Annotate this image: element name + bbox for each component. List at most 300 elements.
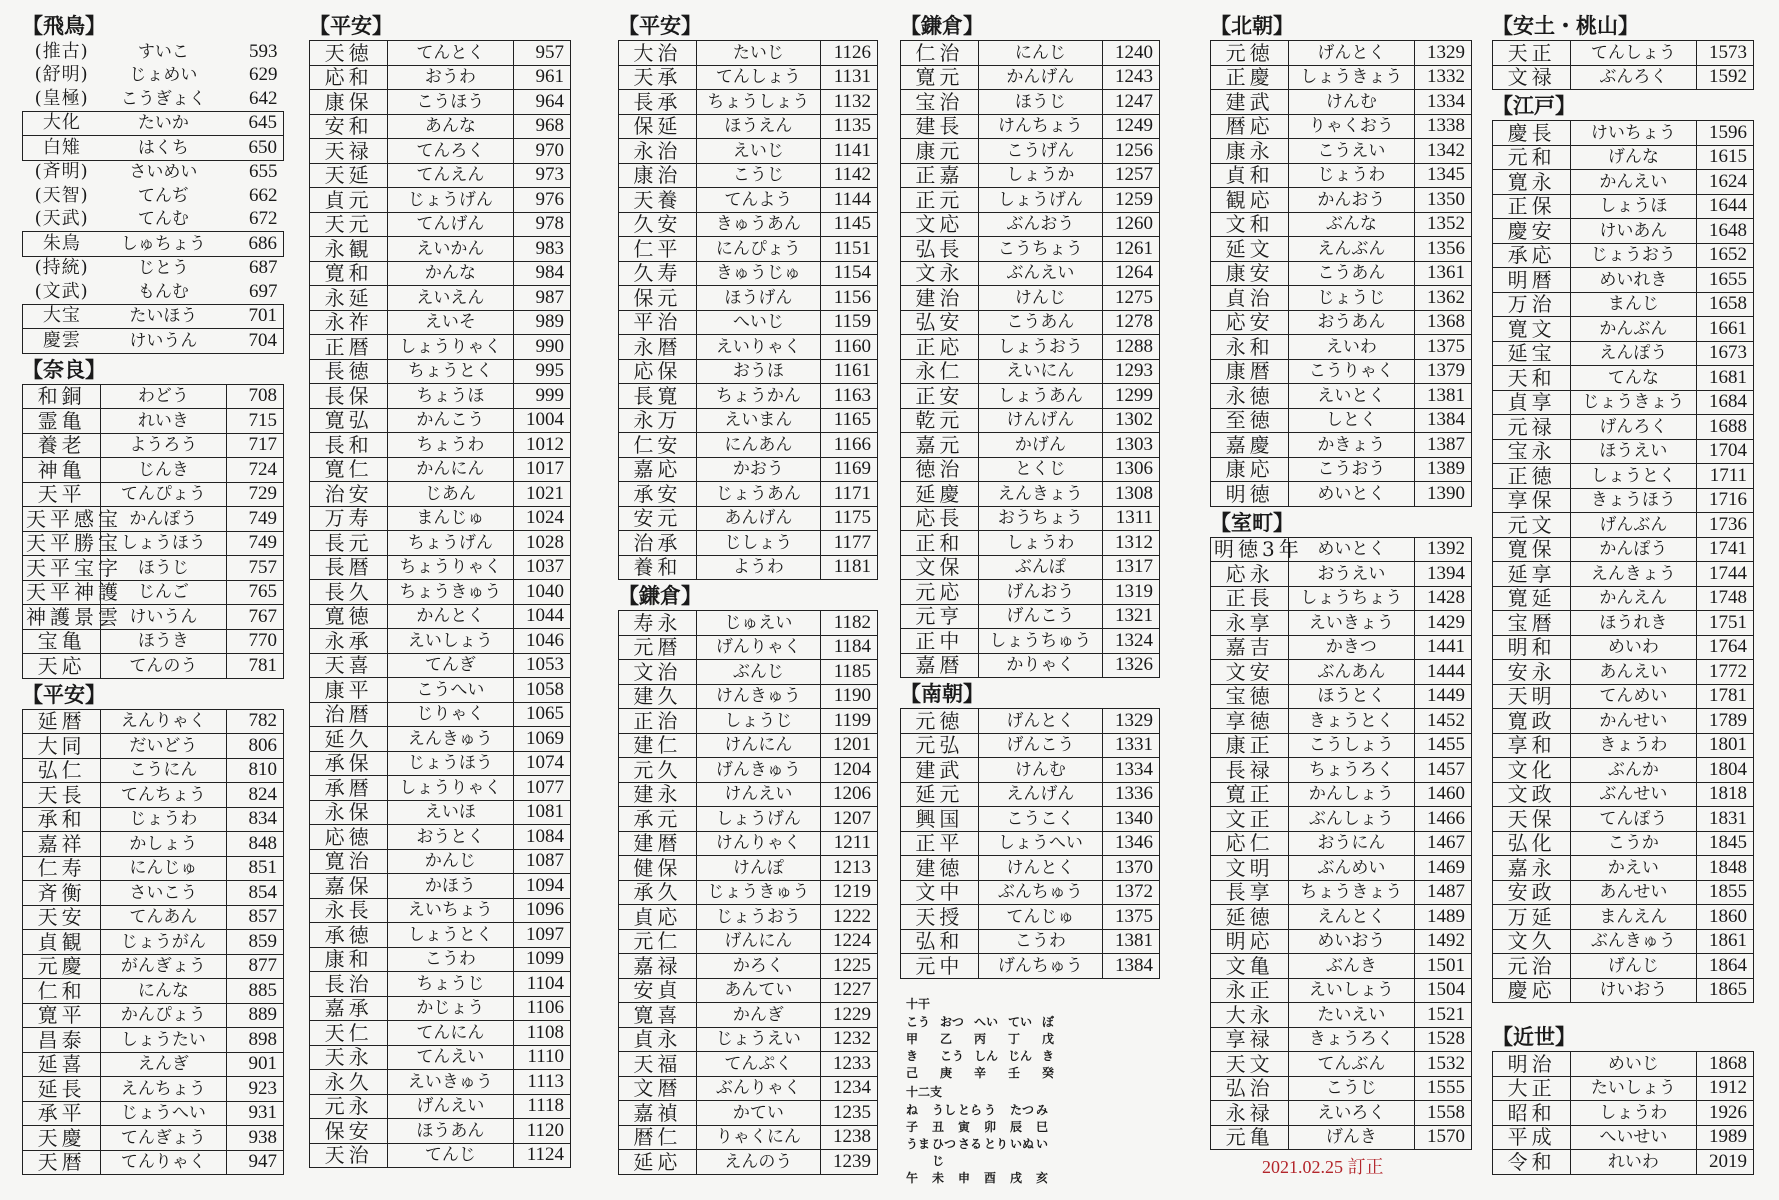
junishi-title: 十二支 <box>906 1085 943 1099</box>
era-name: 宝永 <box>1493 439 1571 464</box>
era-row <box>619 684 878 709</box>
era-year: 1528 <box>1414 1027 1471 1052</box>
jikkan-char: 壬 <box>1008 1066 1021 1080</box>
era-year: 1864 <box>1696 954 1753 979</box>
era-year: 1345 <box>1414 163 1471 188</box>
era-row <box>619 188 878 213</box>
era-reading: ちょうりゃく <box>388 555 513 580</box>
era-reading: しょうほう <box>101 531 226 556</box>
era-name: 寛正 <box>1211 782 1289 807</box>
era-reading: ぶんしょう <box>1289 807 1414 832</box>
era-reading: こうじ <box>1289 1076 1414 1101</box>
era-reading: ぶんな <box>1289 212 1414 237</box>
era-year: 767 <box>226 605 283 630</box>
era-year: 901 <box>226 1052 283 1077</box>
era-name: (皇極) <box>34 87 89 109</box>
era-row <box>23 709 284 734</box>
era-year: 1368 <box>1414 310 1471 335</box>
jikkan-char: 庚 <box>940 1066 953 1080</box>
era-reading: こうりゃく <box>1289 359 1414 384</box>
era-row <box>310 286 571 311</box>
era-row <box>901 310 1160 335</box>
era-row <box>1211 684 1472 709</box>
era-row <box>1493 268 1754 293</box>
era-year: 1384 <box>1414 408 1471 433</box>
era-section-title: 【鎌倉】 <box>618 584 702 608</box>
era-year: 1040 <box>513 580 570 605</box>
era-row <box>901 90 1160 115</box>
era-reading: へいせい <box>1571 1125 1696 1150</box>
era-row <box>23 605 284 630</box>
era-reading: ちょうろく <box>1289 758 1414 783</box>
era-name: 寛和 <box>310 261 388 286</box>
era-row <box>310 653 571 678</box>
era-year: 1818 <box>1696 782 1753 807</box>
era-row <box>1211 384 1472 409</box>
era-row <box>310 727 571 752</box>
era-reading: かんしょう <box>1289 782 1414 807</box>
era-year: 931 <box>226 1101 283 1126</box>
era-reading: こうぎょく <box>120 88 206 109</box>
era-name: 延徳 <box>1211 905 1289 930</box>
era-name: 天元 <box>310 212 388 237</box>
jikkan-reading: へい <box>974 1015 999 1029</box>
era-row <box>310 506 571 531</box>
era-row <box>1493 684 1754 709</box>
era-year: 1652 <box>1696 243 1753 268</box>
era-year: 729 <box>226 482 283 507</box>
era-row <box>310 457 571 482</box>
era-row <box>310 629 571 654</box>
era-reading: れいわ <box>1571 1150 1696 1175</box>
era-year: 1390 <box>1414 482 1471 507</box>
era-reading: ちょうとく <box>388 359 513 384</box>
era-name: 養老 <box>23 433 101 458</box>
era-row <box>1211 537 1472 562</box>
era-reading: てんじ <box>388 1143 513 1168</box>
era-name: 天仁 <box>310 1021 388 1046</box>
era-year: 1160 <box>821 335 878 360</box>
era-name: 天福 <box>619 1052 697 1077</box>
era-name: 元応 <box>901 580 979 605</box>
era-name: 寛文 <box>1493 317 1571 342</box>
era-reading: てんめい <box>1571 684 1696 709</box>
era-reading: えいほ <box>388 800 513 825</box>
era-name: 大宝 <box>23 304 101 329</box>
era-reading: かおう <box>696 457 820 482</box>
era-row <box>23 1003 284 1028</box>
era-name: 天養 <box>619 188 697 213</box>
era-reading: えんきゅう <box>388 727 513 752</box>
era-row <box>619 1076 878 1101</box>
era-year: 1501 <box>1414 954 1471 979</box>
era-row <box>310 555 571 580</box>
jikkan-char: 辛 <box>974 1066 987 1080</box>
era-reading: しょうわ <box>978 531 1102 556</box>
era-row <box>310 972 571 997</box>
era-row <box>310 1045 571 1070</box>
jikkan-readings-2 <box>906 1048 1076 1065</box>
era-year: 1207 <box>821 807 878 832</box>
era-year: 1460 <box>1414 782 1471 807</box>
era-name: 文中 <box>901 880 979 905</box>
era-year: 1260 <box>1103 212 1160 237</box>
era-row <box>619 1052 878 1077</box>
era-name: 久寿 <box>619 261 697 286</box>
era-year: 1204 <box>821 758 878 783</box>
jikkan-char: 乙 <box>940 1032 953 1046</box>
era-row <box>310 237 571 262</box>
era-year: 1278 <box>1103 310 1160 335</box>
era-year: 642 <box>249 87 278 109</box>
junishi-readings <box>906 1102 1062 1119</box>
era-year: 1142 <box>821 163 878 188</box>
era-row <box>1493 41 1754 66</box>
era-name: 寛延 <box>1493 586 1571 611</box>
era-name: 嘉禎 <box>619 1101 697 1126</box>
era-year: 749 <box>226 531 283 556</box>
junishi-readings-2 <box>906 1136 1062 1170</box>
era-name: 永久 <box>310 1070 388 1095</box>
era-row <box>1211 359 1472 384</box>
era-row <box>310 923 571 948</box>
era-row <box>901 286 1160 311</box>
era-reading: まんじゅ <box>388 506 513 531</box>
era-row <box>1493 1101 1754 1126</box>
era-reading: しとく <box>1289 408 1414 433</box>
era-year: 889 <box>226 1003 283 1028</box>
era-reading: ちょうげん <box>388 531 513 556</box>
era-row <box>1493 782 1754 807</box>
era-row <box>901 531 1160 556</box>
era-name: 正徳 <box>1493 464 1571 489</box>
era-year: 1077 <box>513 776 570 801</box>
era-row <box>310 114 571 139</box>
era-row <box>619 831 878 856</box>
era-row <box>901 929 1160 954</box>
era-reading: たいじ <box>696 41 820 66</box>
era-name: 永万 <box>619 408 697 433</box>
era-row <box>23 40 284 64</box>
era-reading: けいおう <box>1571 978 1696 1003</box>
era-year: 1466 <box>1414 807 1471 832</box>
era-row <box>1211 212 1472 237</box>
junishi-reading: たつ <box>1010 1103 1035 1117</box>
era-row <box>619 1150 878 1175</box>
era-reading: こうじ <box>696 163 820 188</box>
era-row <box>1493 978 1754 1003</box>
era-reading: おうとく <box>388 825 513 850</box>
era-year: 717 <box>226 433 283 458</box>
era-year: 1555 <box>1414 1076 1471 1101</box>
era-year: 1185 <box>821 660 878 685</box>
era-reading: てんぶん <box>1289 1052 1414 1077</box>
era-reading: かほう <box>388 874 513 899</box>
era-name: 宝治 <box>901 90 979 115</box>
era-reading: きゅうじゅ <box>696 261 820 286</box>
era-name: 応永 <box>1211 562 1289 587</box>
era-name: 延長 <box>23 1077 101 1102</box>
era-reading: かんぽう <box>1571 537 1696 562</box>
era-year: 1334 <box>1414 90 1471 115</box>
era-year: 1053 <box>513 653 570 678</box>
era-row <box>901 433 1160 458</box>
era-reading: ほうれき <box>1571 611 1696 636</box>
era-year: 1224 <box>821 929 878 954</box>
era-reading: てんしょう <box>696 65 820 90</box>
era-year: 1135 <box>821 114 878 139</box>
era-year: 1225 <box>821 954 878 979</box>
era-name: 正長 <box>1211 586 1289 611</box>
junishi-reading: さる <box>958 1137 983 1151</box>
era-row <box>1493 194 1754 219</box>
era-row <box>901 580 1160 605</box>
era-reading: あんえい <box>1571 660 1696 685</box>
era-row <box>1493 635 1754 660</box>
era-reading: かんせい <box>1571 709 1696 734</box>
era-name: 健保 <box>619 856 697 881</box>
era-name: 天平 <box>23 482 101 507</box>
era-row <box>23 458 284 483</box>
era-name: 嘉永 <box>1493 856 1571 881</box>
era-reading: わどう <box>101 384 226 409</box>
era-reading: しょうあん <box>978 384 1102 409</box>
era-name: 大正 <box>1493 1076 1571 1101</box>
era-row <box>619 905 878 930</box>
era-name: 和銅 <box>23 384 101 409</box>
era-name: 嘉禄 <box>619 954 697 979</box>
era-name: 文明 <box>1211 856 1289 881</box>
era-row <box>23 629 284 654</box>
era-reading: こうちょう <box>978 237 1102 262</box>
era-name: 暦仁 <box>619 1125 697 1150</box>
era-year: 1288 <box>1103 335 1160 360</box>
era-row <box>901 65 1160 90</box>
era-reading: かじょう <box>388 996 513 1021</box>
era-year: 1175 <box>821 506 878 531</box>
era-name: 寛仁 <box>310 457 388 482</box>
era-name: 永和 <box>1211 335 1289 360</box>
era-year: 1801 <box>1696 733 1753 758</box>
era-name: 元仁 <box>619 929 697 954</box>
era-name: 文暦 <box>619 1076 697 1101</box>
era-name: 天徳 <box>310 41 388 66</box>
era-reading: かろく <box>696 954 820 979</box>
era-year: 1673 <box>1696 341 1753 366</box>
era-row <box>901 758 1160 783</box>
era-reading: げんとく <box>1289 41 1414 66</box>
era-reading: しょうりゃく <box>388 335 513 360</box>
era-reading: えいにん <box>978 359 1102 384</box>
era-year: 1392 <box>1414 537 1471 562</box>
era-row <box>1493 513 1754 538</box>
era-reading: りゃくおう <box>1289 114 1414 139</box>
era-row <box>310 41 571 66</box>
era-name: 万寿 <box>310 506 388 531</box>
era-reading: ほうき <box>101 629 226 654</box>
era-section-title: 【鎌倉】 <box>900 14 984 38</box>
jikkan-char: 己 <box>906 1066 919 1080</box>
era-name: 長治 <box>310 972 388 997</box>
era-year: 885 <box>226 979 283 1004</box>
era-name: 神護景雲 <box>23 605 101 630</box>
era-row <box>901 212 1160 237</box>
era-section-title: 【平安】 <box>22 682 106 707</box>
era-year: 1017 <box>513 457 570 482</box>
era-year: 1141 <box>821 139 878 164</box>
era-name: (天智) <box>34 184 89 206</box>
era-reading: てんとく <box>388 41 513 66</box>
era-year: 957 <box>513 41 570 66</box>
era-year: 1222 <box>821 905 878 930</box>
era-name: 元亀 <box>1211 1125 1289 1150</box>
junishi-char: 戌 <box>1010 1171 1023 1185</box>
era-row <box>619 1003 878 1028</box>
era-name: 寛元 <box>901 65 979 90</box>
era-year: 1028 <box>513 531 570 556</box>
era-year: 1658 <box>1696 292 1753 317</box>
era-year: 1182 <box>821 611 878 636</box>
era-row <box>1211 831 1472 856</box>
era-reading: てんにん <box>388 1021 513 1046</box>
era-year: 1319 <box>1103 580 1160 605</box>
era-row <box>310 1021 571 1046</box>
era-reading: げんちゅう <box>978 954 1102 979</box>
era-reading: えいろく <box>1289 1101 1414 1126</box>
era-name: 永徳 <box>1211 384 1289 409</box>
era-year: 1099 <box>513 947 570 972</box>
era-row <box>1493 1150 1754 1175</box>
era-year: 1487 <box>1414 880 1471 905</box>
era-row <box>619 1101 878 1126</box>
era-row <box>619 237 878 262</box>
era-reading: かんとく <box>388 604 513 629</box>
era-year: 1489 <box>1414 905 1471 930</box>
era-reading: ほうじ <box>978 90 1102 115</box>
era-year: 1570 <box>1414 1125 1471 1150</box>
era-reading: めいとく <box>1289 537 1414 562</box>
era-year: 749 <box>226 507 283 532</box>
era-reading: ぶんぽ <box>978 555 1102 580</box>
era-reading: てんぢ <box>137 185 189 206</box>
era-reading: とくじ <box>978 457 1102 482</box>
era-reading: あんてい <box>696 978 820 1003</box>
era-year: 1521 <box>1414 1003 1471 1028</box>
era-name: 文保 <box>901 555 979 580</box>
era-table <box>22 709 284 1176</box>
era-year: 765 <box>226 580 283 605</box>
era-reading: じゅえい <box>696 611 820 636</box>
era-row <box>901 261 1160 286</box>
column-4 <box>900 14 1160 979</box>
era-name: (舒明) <box>34 64 89 86</box>
era-year: 1081 <box>513 800 570 825</box>
era-year: 1429 <box>1414 611 1471 636</box>
era-year: 1804 <box>1696 758 1753 783</box>
era-year: 983 <box>513 237 570 262</box>
era-name: 天平宝字 <box>23 556 101 581</box>
era-row <box>310 335 571 360</box>
era-row <box>1211 954 1472 979</box>
era-year: 1084 <box>513 825 570 850</box>
era-year: 704 <box>226 329 283 354</box>
era-reading: しょうとく <box>1571 464 1696 489</box>
era-reading: おうちょう <box>978 506 1102 531</box>
era-row <box>901 782 1160 807</box>
era-name: 建暦 <box>619 831 697 856</box>
era-reading: てんちょう <box>101 783 226 808</box>
era-year: 995 <box>513 359 570 384</box>
era-table <box>1210 537 1472 1151</box>
era-year: 1249 <box>1103 114 1160 139</box>
era-row <box>1211 1101 1472 1126</box>
era-row <box>310 580 571 605</box>
era-year: 1467 <box>1414 831 1471 856</box>
era-row <box>23 1126 284 1151</box>
era-row <box>23 87 284 111</box>
era-year: 1096 <box>513 898 570 923</box>
era-year: 1861 <box>1696 929 1753 954</box>
era-name: 永治 <box>619 139 697 164</box>
era-name: 天明 <box>1493 684 1571 709</box>
era-row <box>23 881 284 906</box>
era-name: 暦応 <box>1211 114 1289 139</box>
era-reading: てんげん <box>388 212 513 237</box>
era-reading: にんな <box>101 979 226 1004</box>
era-row <box>1493 586 1754 611</box>
era-section-title: 【南朝】 <box>900 682 984 706</box>
era-row <box>1211 457 1472 482</box>
era-name: 建武 <box>901 758 979 783</box>
era-year: 1362 <box>1414 286 1471 311</box>
era-reading: しょうげん <box>696 807 820 832</box>
era-reading: てんえん <box>388 163 513 188</box>
era-year: 1469 <box>1414 856 1471 881</box>
era-row <box>619 506 878 531</box>
era-row <box>23 832 284 857</box>
era-reading: しょうきょう <box>1289 65 1414 90</box>
era-table <box>1210 40 1472 507</box>
era-row <box>23 160 284 184</box>
junishi-char: 申 <box>958 1171 971 1185</box>
era-row <box>901 188 1160 213</box>
era-row <box>619 286 878 311</box>
era-year: 1736 <box>1696 513 1753 538</box>
era-name: 明治 <box>1493 1052 1571 1077</box>
era-reading: ぶんあん <box>1289 660 1414 685</box>
era-year: 1644 <box>1696 194 1753 219</box>
era-reading: えんぎ <box>101 1052 226 1077</box>
jikkan-char: 戊 <box>1042 1032 1055 1046</box>
era-year: 1256 <box>1103 139 1160 164</box>
era-row <box>1211 1076 1472 1101</box>
era-year: 1865 <box>1696 978 1753 1003</box>
era-row <box>619 139 878 164</box>
era-name: 承久 <box>619 880 697 905</box>
era-reading: たいか <box>101 111 226 136</box>
era-row <box>310 163 571 188</box>
era-row <box>1493 758 1754 783</box>
era-row <box>1493 954 1754 979</box>
era-name: 文禄 <box>1493 65 1571 90</box>
era-row <box>310 359 571 384</box>
era-year: 1387 <box>1414 433 1471 458</box>
era-name: (斉明) <box>34 161 89 183</box>
era-reading: ちょうきゅう <box>388 580 513 605</box>
era-row <box>619 611 878 636</box>
era-reading: こうあん <box>978 310 1102 335</box>
era-name: 宝亀 <box>23 629 101 654</box>
